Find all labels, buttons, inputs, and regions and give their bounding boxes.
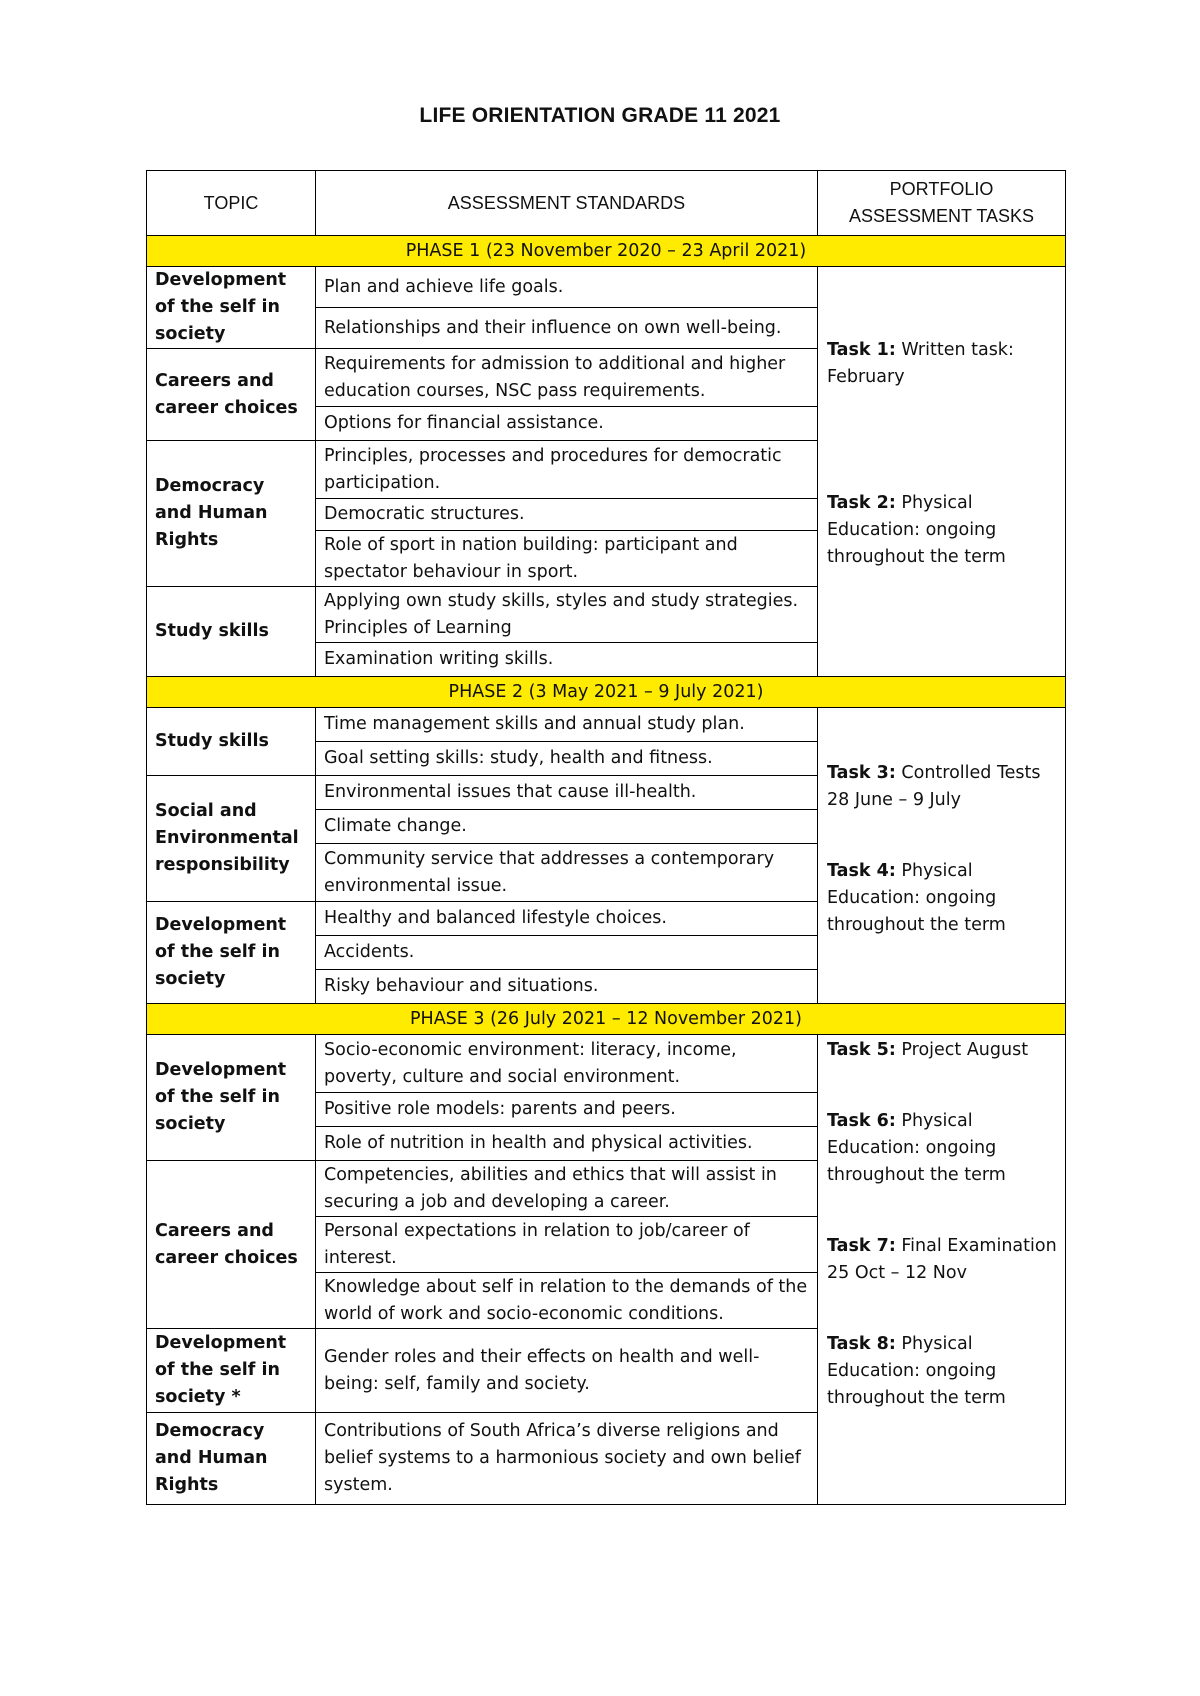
standard-cell: Democratic structures. bbox=[316, 499, 818, 531]
tasks-cell bbox=[818, 267, 1066, 677]
standard-cell: Relationships and their influence on own well-being. bbox=[316, 308, 818, 349]
topic-cell: Study skills bbox=[147, 708, 316, 776]
header-topic: TOPIC bbox=[147, 171, 316, 236]
task-label: Task 4: bbox=[827, 861, 896, 881]
phase-row bbox=[147, 236, 1066, 267]
standard-cell: Environmental issues that cause ill-health. bbox=[316, 776, 818, 810]
standard-cell: Options for financial assistance. bbox=[316, 407, 818, 441]
standard-cell: Contributions of South Africa’s diverse religions and belief systems to a harmonious society and own belief system. bbox=[316, 1413, 818, 1505]
tasks-cell bbox=[818, 708, 1066, 1004]
task-text: Final Examination 25 Oct – 12 Nov bbox=[827, 1236, 1057, 1283]
standard-cell: Risky behaviour and situations. bbox=[316, 970, 818, 1004]
task-item bbox=[827, 490, 1057, 571]
task-text: Project August bbox=[901, 1040, 1029, 1060]
standard-cell: Personal expectations in relation to job/career of interest. bbox=[316, 1217, 818, 1273]
assessment-table bbox=[146, 170, 1066, 1505]
task-item bbox=[827, 1108, 1057, 1189]
standard-cell: Accidents. bbox=[316, 936, 818, 970]
topic-cell: Democracy and Human Rights bbox=[147, 1413, 316, 1505]
phase-label: PHASE 2 (3 May 2021 – 9 July 2021) bbox=[147, 677, 1066, 708]
standard-cell: Knowledge about self in relation to the demands of the world of work and socio-economic conditions. bbox=[316, 1273, 818, 1329]
standard-cell: Plan and achieve life goals. bbox=[316, 267, 818, 308]
standard-cell: Positive role models: parents and peers. bbox=[316, 1093, 818, 1127]
header-tasks bbox=[818, 171, 1066, 236]
topic-cell: Development of the self in society bbox=[147, 267, 316, 349]
task-item bbox=[827, 1233, 1057, 1287]
phase-label: PHASE 3 (26 July 2021 – 12 November 2021) bbox=[147, 1004, 1066, 1035]
topic-cell: Careers and career choices bbox=[147, 349, 316, 441]
task-text: Controlled Tests 28 June – 9 July bbox=[827, 763, 1041, 810]
task-item bbox=[827, 337, 1057, 391]
standard-cell: Requirements for admission to additional and higher education courses, NSC pass requirements. bbox=[316, 349, 818, 407]
standard-cell: Role of sport in nation building: participant and spectator behaviour in sport. bbox=[316, 531, 818, 587]
standard-cell: Socio-economic environment: literacy, income, poverty, culture and social environment. bbox=[316, 1035, 818, 1093]
phase-label: PHASE 1 (23 November 2020 – 23 April 2021) bbox=[147, 236, 1066, 267]
phase-row bbox=[147, 677, 1066, 708]
task-label: Task 1: bbox=[827, 340, 896, 360]
task-text: Physical Education: ongoing throughout the term bbox=[827, 1334, 1006, 1408]
header-tasks-line1: PORTFOLIO bbox=[889, 179, 994, 199]
header-standards: ASSESSMENT STANDARDS bbox=[316, 171, 818, 236]
standard-cell: Role of nutrition in health and physical activities. bbox=[316, 1127, 818, 1161]
standard-cell: Competencies, abilities and ethics that will assist in securing a job and developing a career. bbox=[316, 1161, 818, 1217]
tasks-cell bbox=[818, 1035, 1066, 1505]
task-text: Written task: February bbox=[827, 340, 1014, 387]
document-title: LIFE ORIENTATION GRADE 11 2021 bbox=[419, 104, 781, 127]
task-item bbox=[827, 760, 1057, 814]
topic-cell: Careers and career choices bbox=[147, 1161, 316, 1329]
standard-cell: Goal setting skills: study, health and fitness. bbox=[316, 742, 818, 776]
standard-cell: Principles, processes and procedures for democratic participation. bbox=[316, 441, 818, 499]
standard-cell: Applying own study skills, styles and study strategies. Principles of Learning bbox=[316, 587, 818, 643]
task-label: Task 8: bbox=[827, 1334, 896, 1354]
task-text: Physical Education: ongoing throughout the term bbox=[827, 1111, 1006, 1185]
task-label: Task 2: bbox=[827, 493, 896, 513]
topic-cell: Democracy and Human Rights bbox=[147, 441, 316, 587]
task-label: Task 6: bbox=[827, 1111, 896, 1131]
standard-cell: Examination writing skills. bbox=[316, 643, 818, 677]
task-label: Task 5: bbox=[827, 1040, 896, 1060]
topic-cell: Social and Environmental responsibility bbox=[147, 776, 316, 902]
standard-cell: Climate change. bbox=[316, 810, 818, 844]
topic-cell: Development of the self in society bbox=[147, 1035, 316, 1161]
task-item bbox=[827, 1331, 1057, 1412]
header-tasks-line2: ASSESSMENT TASKS bbox=[848, 206, 1035, 226]
task-item bbox=[827, 1037, 1057, 1064]
topic-cell: Study skills bbox=[147, 587, 316, 677]
phase-row bbox=[147, 1004, 1066, 1035]
standard-cell: Healthy and balanced lifestyle choices. bbox=[316, 902, 818, 936]
task-label: Task 7: bbox=[827, 1236, 896, 1256]
task-text: Physical Education: ongoing throughout the term bbox=[827, 493, 1006, 567]
topic-cell: Development of the self in society * bbox=[147, 1329, 316, 1413]
task-text: Physical Education: ongoing throughout the term bbox=[827, 861, 1006, 935]
standard-cell: Time management skills and annual study plan. bbox=[316, 708, 818, 742]
topic-cell: Development of the self in society bbox=[147, 902, 316, 1004]
standard-cell: Community service that addresses a contemporary environmental issue. bbox=[316, 844, 818, 902]
task-item bbox=[827, 858, 1057, 939]
header-row bbox=[147, 171, 1066, 236]
task-label: Task 3: bbox=[827, 763, 896, 783]
standard-cell: Gender roles and their effects on health and well-being: self, family and society. bbox=[316, 1329, 818, 1413]
